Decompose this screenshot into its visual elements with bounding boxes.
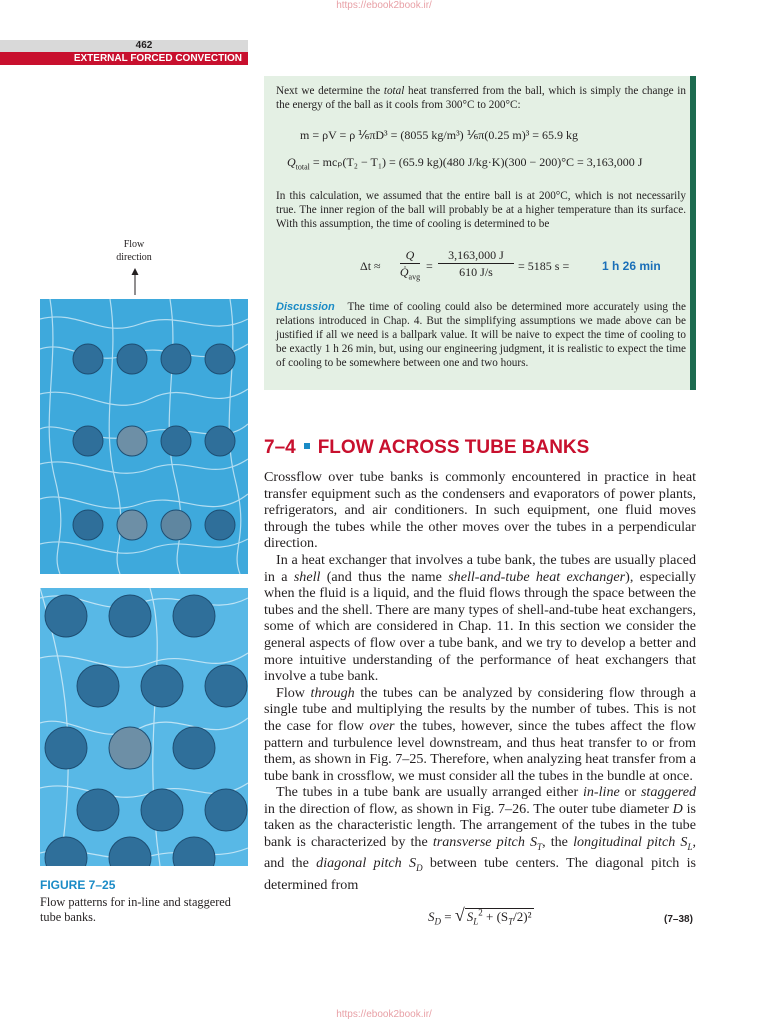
chapter-title: EXTERNAL FORCED CONVECTION <box>0 52 248 65</box>
staggered-flow-pattern <box>40 588 248 866</box>
mass-equation: m = ρV = ρ ⅙πD³ = (8055 kg/m³) ⅙π(0.25 m)³ = 65.9 kg <box>300 128 579 142</box>
example-intro: Next we determine the total heat transferred from the ball, which is simply the change in the energy of the ball as it cools from 300°C to 200°C: <box>276 85 687 111</box>
flow-arrow-icon <box>128 268 142 296</box>
inline-tube-bank-image <box>40 299 248 574</box>
paragraph-4: The tubes in a tube bank are usually arranged either in-line or staggered in the direction of flow, as shown in Fig. 7–26. The outer tube diameter D is taken as the characteristic length. The arrangement of the tubes in the tube bank is characterized by the transverse pitch $S_T$, the longitudinal pitch $S_L$, and the diagonal pitch $S_D$ between tube centers. The diagonal pitch is determined from <box>264 784 696 893</box>
watermark-bottom: https://ebook2book.ir/ <box>336 1009 432 1020</box>
figure-caption: Flow patterns for in-line and staggered tube banks. <box>40 895 231 924</box>
body-text <box>264 469 696 893</box>
page-number: 462 <box>0 40 248 52</box>
figure-label: FIGURE 7–25 <box>40 878 116 892</box>
running-head <box>0 40 248 65</box>
inline-flow-pattern <box>40 299 248 574</box>
flow-direction-label: Flow direction <box>116 239 152 263</box>
discussion-text: Discussion The time of cooling could also be determined more accurately using the relations introduced in Chap. 4. But the simplifying assumptions we made above can be justified if all we need is a ballpark value. It will be naive to expect the time of cooling to be exactly 1 h 26 min, but, using our engineering judgment, it is realistic to expect the time of cooling to be somewhere between one and two hours. <box>276 301 686 369</box>
paragraph-1: Crossflow over tube banks is commonly encountered in practice in heat transfer equipment such as the condensers and evaporators of power plants, refrigerators, and air conditioners. In such equipment, one fluid moves through the tubes while the other moves over the tubes in a perpendicular direction. <box>264 469 696 552</box>
cooling-time-answer: 1 h 26 min <box>602 259 661 273</box>
equation-7-38: $S_D$ = √ $S_L^2 + (S_T/2)^2$ <box>428 905 532 927</box>
equation-number: (7–38) <box>664 914 693 925</box>
paragraph-3: Flow through the tubes can be analyzed by considering flow through a single tube and multiplying the results by the number of tubes. This is not the case for flow over the tubes, however, since the tubes affect the flow pattern and turbulence level downstream, and thus heat transfer to or from them, as shown in Fig. 7–25. Therefore, when analyzing heat transfer from a tube bank in crossflow, we must consider all the tubes in the bundle at once. <box>264 684 696 784</box>
paragraph-2: In a heat exchanger that involves a tube bank, the tubes are usually placed in a shell (and thus the name shell-and-tube heat exchanger), especially when the fluid is a liquid, and the fluid flows through the space between the tubes and the shell. There are many types of shell-and-tube heat exchangers, some of which are considered in Chap. 11. In this section we consider the general aspects of flow over a tube bank, and we try to develop a better and more intuitive understanding of the performance of heat exchangers that involve a tube bank. <box>264 551 697 685</box>
staggered-tube-bank-image <box>40 588 248 866</box>
section-heading: 7–4 FLOW ACROSS TUBE BANKS <box>264 437 590 458</box>
watermark-top: https://ebook2book.ir/ <box>336 0 432 11</box>
example-box: Next we determine the total heat transferred from the ball, which is simply the change in the energy of the ball as it cools from 300°C to 200°C: m = ρV = ρ ⅙πD³ = (8055 kg/m³) ⅙π(0.25 m)³ = 65.9 kg $Q_{total} = mc_p(T_2 - T_1) = (65.9$ kg)(480 J/kg·K)(300 − 200)°C = 3,163,000 J In this calculation, we assumed that the entire ball is at 200°C, which is not necessarily true. The inner region of the ball will probably be at a higher temperature than its surface. With this assumption, the time of cooling is determined to be Δt ≈ Q $Q̇_{avg}$ = 3,163,000 J 610 J/s = 5185 s = 1 h 26 min Discussion The time of cooling could also be determined more accurately using the relations introduced in Chap. 4. But the simplifying assumptions we made above can be justified if all we need is a ballpark value. It will be naive to expect the time of cooling to be exactly 1 h 26 min, but, using our engineering judgment, it is realistic to expect the time of cooling to be somewhere between one and two hours. <box>264 76 696 390</box>
assumption-text: In this calculation, we assumed that the entire ball is at 200°C, which is not necessarily true. The inner region of the ball will probably be at a higher temperature than its surface. With this assumption, the time of cooling is determined to be <box>276 190 686 230</box>
heat-total-equation: $Q_{total} = mc_p(T_2 - T_1) = (65.9$ kg)(480 J/kg·K)(300 − 200)°C = 3,163,000 J <box>287 155 643 172</box>
section-bullet-icon <box>304 443 310 449</box>
